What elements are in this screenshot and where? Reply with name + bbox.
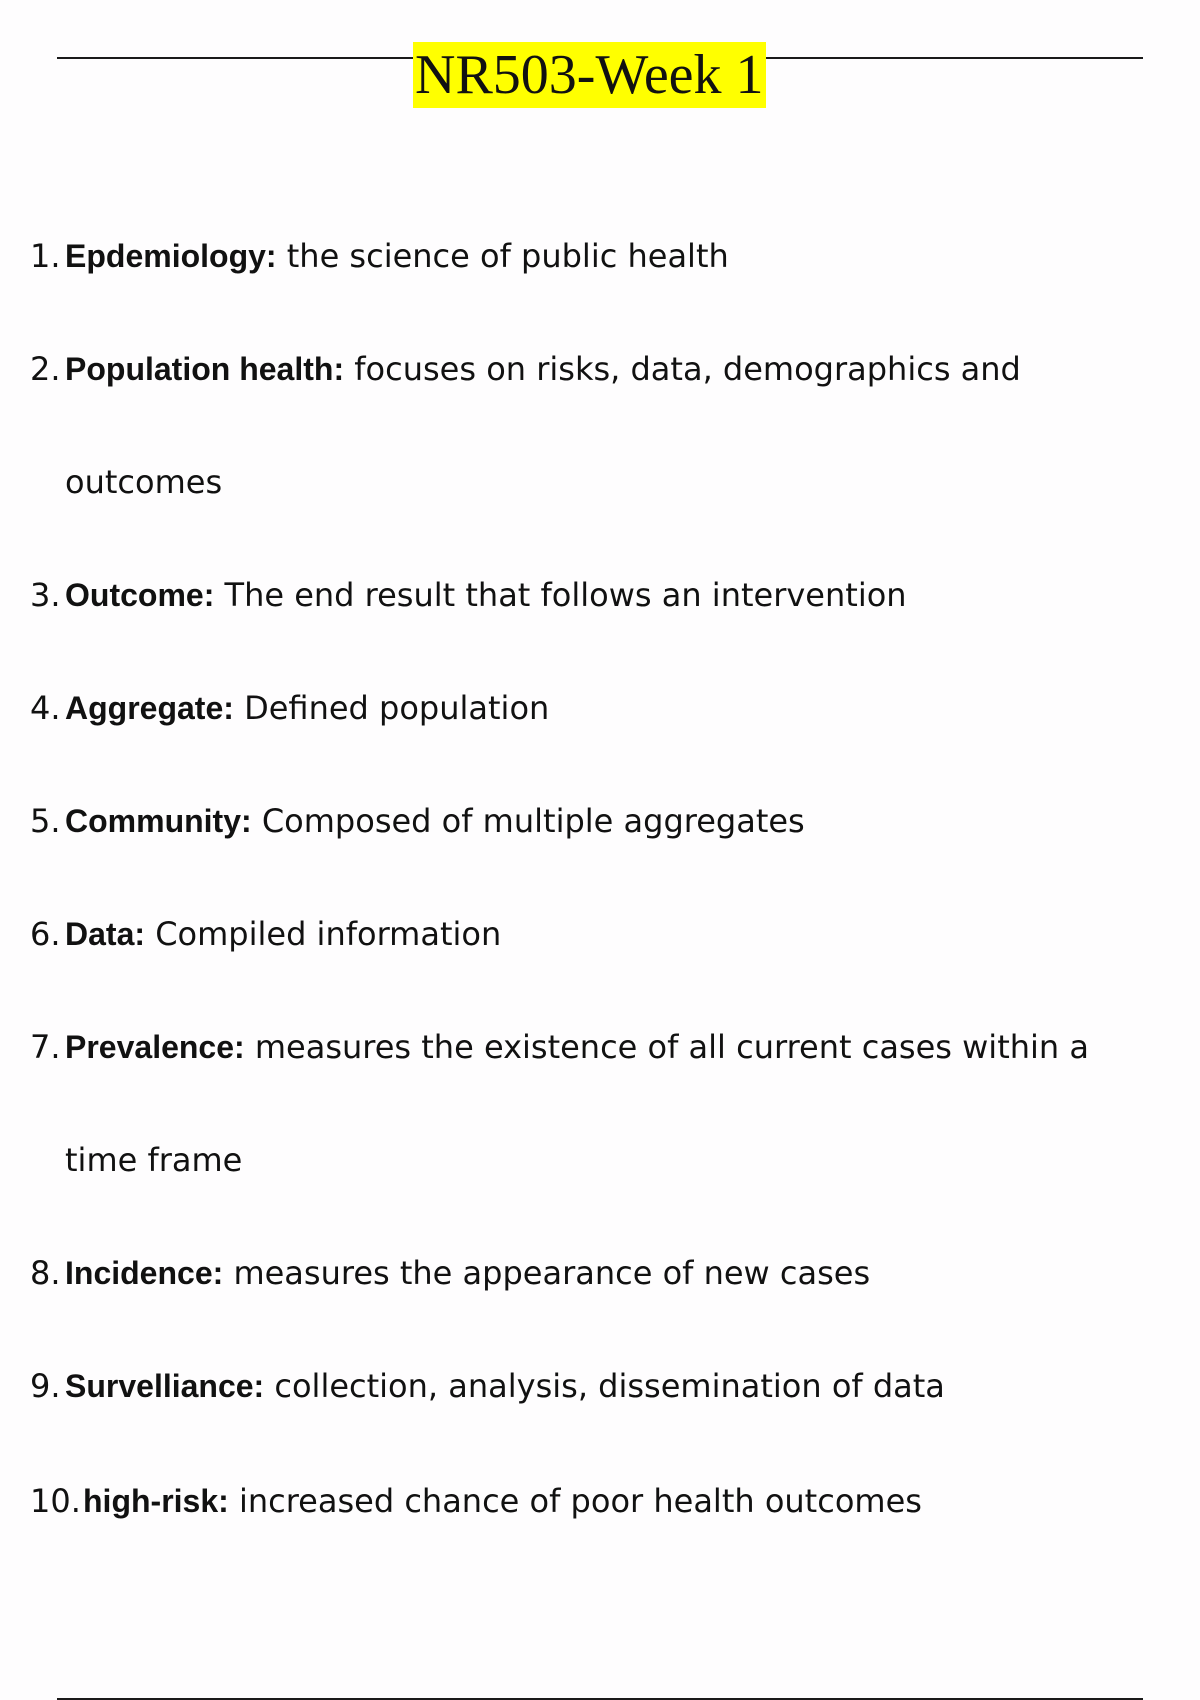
term-number: 8. xyxy=(30,1254,61,1292)
term-body xyxy=(65,313,1070,539)
term-name: high-risk: xyxy=(83,1483,229,1519)
term-number: 4. xyxy=(30,689,61,727)
term-body xyxy=(65,991,1130,1217)
term-name: Survelliance: xyxy=(65,1368,265,1404)
term-definition: increased chance of poor health outcomes xyxy=(228,1482,922,1520)
term-name: Prevalence: xyxy=(65,1029,245,1065)
term-name: Community: xyxy=(65,803,252,839)
term-item-6 xyxy=(30,878,1150,991)
term-name: Aggregate: xyxy=(65,690,234,726)
term-definition: Composed of multiple aggregates xyxy=(251,802,805,840)
term-definition: measures the appearance of new cases xyxy=(223,1254,871,1292)
term-definition: Compiled information xyxy=(145,915,502,953)
term-name: Incidence: xyxy=(65,1255,224,1291)
term-item-10 xyxy=(30,1445,1150,1558)
term-item-3 xyxy=(30,539,1150,652)
term-body xyxy=(65,765,1150,878)
term-number: 5. xyxy=(30,802,61,840)
term-definition: Defined population xyxy=(233,689,550,727)
term-body xyxy=(65,539,1150,652)
term-item-8 xyxy=(30,1217,1150,1330)
term-body xyxy=(65,200,1150,313)
term-body xyxy=(65,1330,1150,1443)
term-number: 7. xyxy=(30,1028,61,1066)
term-name: Outcome: xyxy=(65,577,215,613)
term-body xyxy=(65,878,1150,991)
term-body xyxy=(65,652,1150,765)
page-title: NR503-Week 1 xyxy=(415,44,764,106)
term-body xyxy=(83,1445,1150,1558)
term-number: 9. xyxy=(30,1367,61,1405)
term-item-5 xyxy=(30,765,1150,878)
term-item-9 xyxy=(30,1330,1150,1443)
term-number: 6. xyxy=(30,915,61,953)
term-name: Population health: xyxy=(65,351,345,387)
term-definition: The end result that follows an intervention xyxy=(214,576,907,614)
term-item-1 xyxy=(30,200,1150,313)
term-number: 3. xyxy=(30,576,61,614)
term-body xyxy=(65,1217,1150,1330)
term-definition: measures the existence of all current cases within a time frame xyxy=(65,1028,1089,1179)
term-definition: the science of public health xyxy=(276,237,729,275)
term-number: 2. xyxy=(30,350,61,388)
term-number: 10. xyxy=(30,1482,81,1520)
term-number: 1. xyxy=(30,237,61,275)
term-item-7 xyxy=(30,991,1130,1217)
term-item-4 xyxy=(30,652,1150,765)
term-name: Epdemiology: xyxy=(65,238,277,274)
term-definition: collection, analysis, dissemination of data xyxy=(264,1367,945,1405)
term-name: Data: xyxy=(65,916,146,952)
term-definition: focuses on risks, data, demographics and outcomes xyxy=(65,350,1021,501)
term-item-2 xyxy=(30,313,1070,539)
